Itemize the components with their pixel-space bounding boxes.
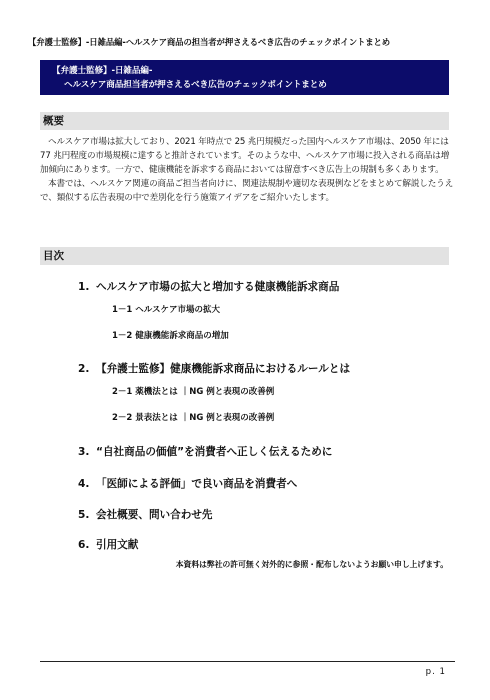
toc-item-5[interactable] <box>78 507 213 522</box>
footer-divider <box>40 661 455 662</box>
toc-item-title: 引用文献 <box>96 539 139 551</box>
confidentiality-note: 本資料は弊社の許可無く対外的に参照・配布しないようお願い申し上げます。 <box>175 560 448 569</box>
toc-item-4[interactable] <box>78 476 297 491</box>
title-line-2: ヘルスケア商品担当者が押さえるべき広告のチェックポイントまとめ <box>64 80 327 90</box>
toc-item-number: 5. <box>78 509 90 521</box>
toc-subitem-2-2[interactable]: 2－2 景表法とは ｜NG 例と表現の改善例 <box>112 413 275 423</box>
toc-subitem-1-1[interactable]: 1－1 ヘルスケア市場の拡大 <box>112 305 221 315</box>
overview-paragraph-2: 本書では、ヘルスケア関連の商品ご担当者向けに、関連法規制や適切な表現例などをまとめて解説したうえで、類似する広告表現の中で差別化を行う施策アイデアをご紹介いたします。 <box>40 179 454 203</box>
toc-subitem-1-2[interactable]: 1－2 健康機能訴求商品の増加 <box>112 331 229 341</box>
toc-item-2[interactable] <box>78 361 350 376</box>
toc-item-number: 4. <box>78 478 90 490</box>
running-header: 【弁護士監修】-日雑品編-ヘルスケア商品の担当者が押さえるべき広告のチェックポイントまとめ <box>28 37 391 47</box>
toc-item-number: 2. <box>78 363 90 375</box>
toc-item-1[interactable] <box>78 279 339 294</box>
toc-item-number: 3. <box>78 446 90 458</box>
toc-item-number: 1. <box>78 281 90 293</box>
title-line-1: 【弁護士監修】-日雑品編- <box>52 66 153 76</box>
toc-item-title: “自社商品の価値”を消費者へ正しく伝えるために <box>96 446 333 458</box>
toc-item-number: 6. <box>78 539 90 551</box>
toc-subitem-2-1[interactable]: 2－1 薬機法とは ｜NG 例と表現の改善例 <box>112 387 275 397</box>
toc-item-title: ヘルスケア市場の拡大と増加する健康機能訴求商品 <box>96 281 340 293</box>
section-heading-overview: 概要 <box>40 112 449 130</box>
toc-item-title: 【弁護士監修】健康機能訴求商品におけるルールとは <box>96 363 351 375</box>
overview-paragraph-1: ヘルスケア市場は拡大しており、2021 年時点で 25 兆円規模だった国内ヘルスケア市場は、2050 年には 77 兆円程度の市場規模に達すると推計されています。そのような中、ヘルスケア市場に投入される商品は増加傾向にあります。一方で、健康機能を訴求する商品においては留意すべき広告上の規制も多くあります。 <box>40 137 450 175</box>
page-number: p. 1 <box>425 667 446 677</box>
toc-item-title: 「医師による評価」で良い商品を消費者へ <box>96 478 298 490</box>
toc-item-title: 会社概要、問い合わせ先 <box>96 509 213 521</box>
toc-item-6[interactable] <box>78 537 138 552</box>
toc-item-3[interactable] <box>78 444 332 459</box>
section-heading-toc: 目次 <box>40 247 449 265</box>
